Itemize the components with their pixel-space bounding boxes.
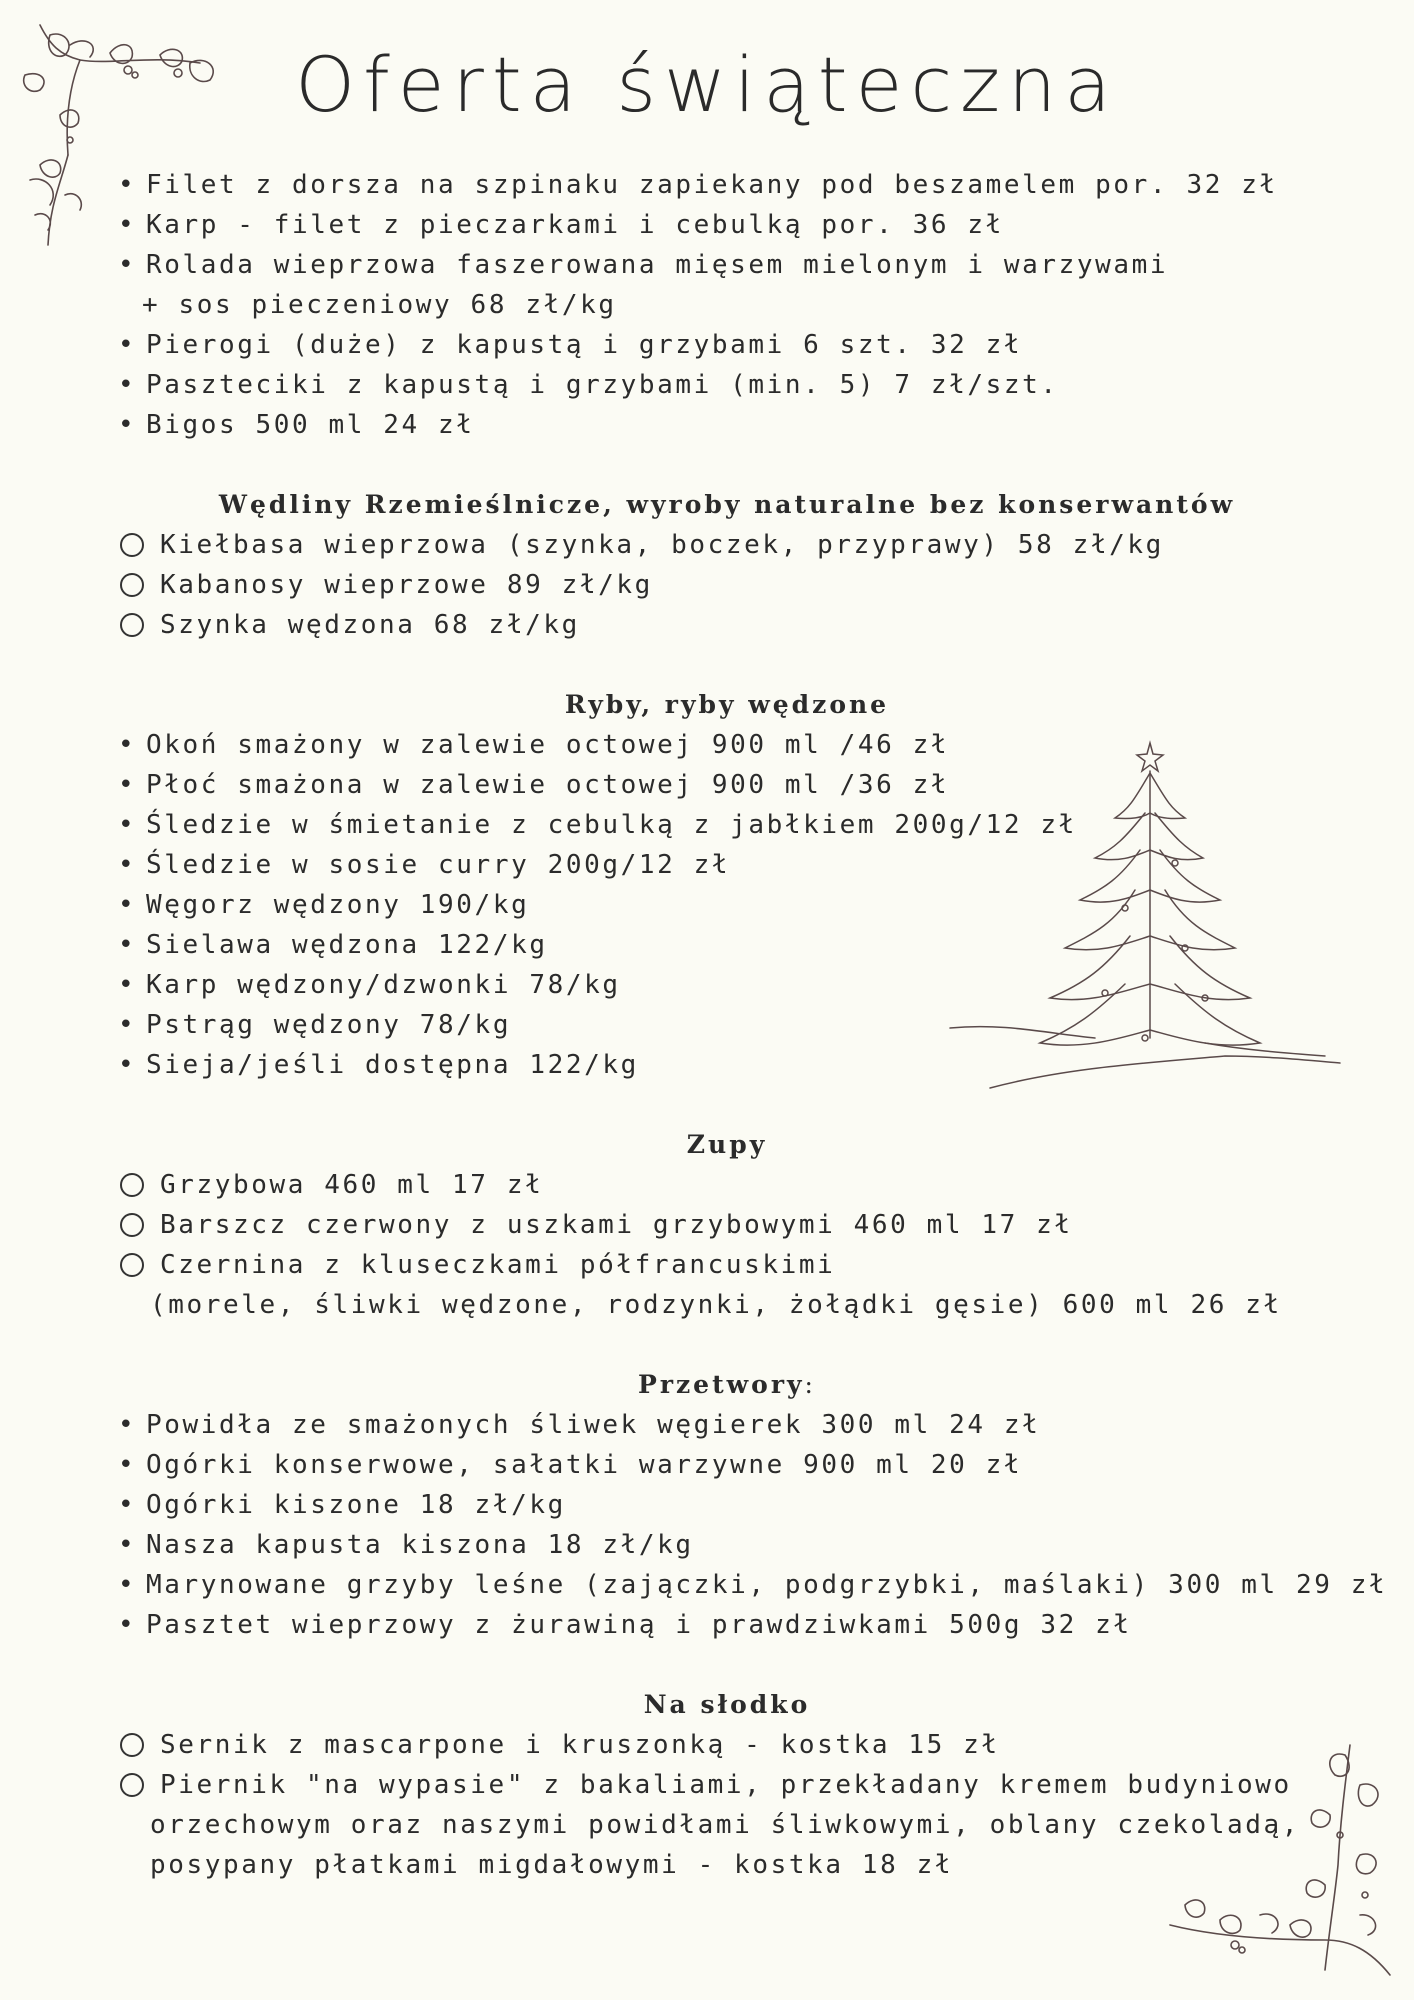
list-item: Piernik "na wypasie" z bakaliami, przekładany kremem budyniowo <box>112 1765 1342 1805</box>
list-item: Sernik z mascarpone i kruszonką - kostka 15 zł <box>112 1725 1342 1765</box>
bullet-icon: • <box>118 930 137 960</box>
bullet-icon: • <box>118 1010 137 1040</box>
bullet-icon: • <box>118 210 137 240</box>
list-item: • Pasztet wieprzowy z żurawiną i prawdziwkami 500g 32 zł <box>112 1605 1342 1645</box>
list-item: Szynka wędzona 68 zł/kg <box>112 605 1342 645</box>
bullet-icon: • <box>118 770 137 800</box>
list-item-continuation: posypany płatkami migdałowymi - kostka 18 zł <box>150 1850 954 1880</box>
bullet-icon: • <box>118 1570 137 1600</box>
list-item: Czernina z kluseczkami półfrancuskimi <box>112 1245 1342 1285</box>
circle-bullet-icon <box>120 1733 144 1757</box>
bullet-icon: • <box>118 850 137 880</box>
list-item: • Karp - filet z pieczarkami i cebulką por. 36 zł <box>112 205 1342 245</box>
bullet-icon: • <box>118 890 137 920</box>
bullet-icon: • <box>118 730 137 760</box>
bullet-icon: • <box>118 170 137 200</box>
list-item: • Sielawa wędzona 122/kg <box>112 925 1342 965</box>
bullet-icon: • <box>118 1410 137 1440</box>
section-heading-wedliny: Wędliny Rzemieślnicze, wyroby naturalne bez konserwantów <box>218 490 1236 519</box>
circle-bullet-icon <box>120 533 144 557</box>
list-item: • Ogórki kiszone 18 zł/kg <box>112 1485 1342 1525</box>
list-item: • Marynowane grzyby leśne (zajączki, podgrzybki, maślaki) 300 ml 29 zł <box>112 1565 1342 1605</box>
list-item: • Węgorz wędzony 190/kg <box>112 885 1342 925</box>
list-item: • Rolada wieprzowa faszerowana mięsem mielonym i warzywami <box>112 245 1342 285</box>
bullet-icon: • <box>118 370 137 400</box>
list-item: • Pstrąg wędzony 78/kg <box>112 1005 1342 1045</box>
list-item: • Filet z dorsza na szpinaku zapiekany pod beszamelem por. 32 zł <box>112 165 1342 205</box>
circle-bullet-icon <box>120 573 144 597</box>
circle-bullet-icon <box>120 1253 144 1277</box>
intro-list <box>112 165 1342 445</box>
bullet-icon: • <box>118 250 137 280</box>
list-item: Barszcz czerwony z uszkami grzybowymi 460 ml 17 zł <box>112 1205 1342 1245</box>
list-item: • Sieja/jeśli dostępna 122/kg <box>112 1045 1342 1085</box>
section-heading-ryby: Ryby, ryby wędzone <box>564 690 890 719</box>
bullet-icon: • <box>118 330 137 360</box>
list-item: • Śledzie w sosie curry 200g/12 zł <box>112 845 1342 885</box>
bullet-icon: • <box>118 410 137 440</box>
bullet-icon: • <box>118 1490 137 1520</box>
circle-bullet-icon <box>120 1213 144 1237</box>
list-item: Kabanosy wieprzowe 89 zł/kg <box>112 565 1342 605</box>
bullet-icon: • <box>118 810 137 840</box>
list-item: • Pierogi (duże) z kapustą i grzybami 6 szt. 32 zł <box>112 325 1342 365</box>
bullet-icon: • <box>118 970 137 1000</box>
list-item: Grzybowa 460 ml 17 zł <box>112 1165 1342 1205</box>
list-item: • Bigos 500 ml 24 zł <box>112 405 1342 445</box>
circle-bullet-icon <box>120 1173 144 1197</box>
bullet-icon: • <box>118 1050 137 1080</box>
bullet-icon: • <box>118 1530 137 1560</box>
page-title: Oferta świąteczna <box>295 40 1119 129</box>
list-item: • Powidła ze smażonych śliwek węgierek 300 ml 24 zł <box>112 1405 1342 1445</box>
list-item: • Okoń smażony w zalewie octowej 900 ml /46 zł <box>112 725 1342 765</box>
list-item: • Paszteciki z kapustą i grzybami (min. 5) 7 zł/szt. <box>112 365 1342 405</box>
list-item: • Nasza kapusta kiszona 18 zł/kg <box>112 1525 1342 1565</box>
list-item-continuation: (morele, śliwki wędzone, rodzynki, żołądki gęsie) 600 ml 26 zł <box>150 1290 1282 1320</box>
bullet-icon: • <box>118 1610 137 1640</box>
list-item-continuation: orzechowym oraz naszymi powidłami śliwkowymi, oblany czekoladą, <box>150 1810 1300 1840</box>
list-item: Kiełbasa wieprzowa (szynka, boczek, przyprawy) 58 zł/kg <box>112 525 1342 565</box>
list-item-continuation: + sos pieczeniowy 68 zł/kg <box>142 290 617 320</box>
section-heading-zupy: Zupy <box>686 1130 768 1159</box>
section-heading-przetwory: Przetwory: <box>638 1370 816 1399</box>
bullet-icon: • <box>118 1450 137 1480</box>
circle-bullet-icon <box>120 1773 144 1797</box>
list-item: • Ogórki konserwowe, sałatki warzywne 900 ml 20 zł <box>112 1445 1342 1485</box>
circle-bullet-icon <box>120 613 144 637</box>
section-heading-slodko: Na słodko <box>643 1690 811 1719</box>
list-item: • Karp wędzony/dzwonki 78/kg <box>112 965 1342 1005</box>
menu-content <box>112 165 1388 1885</box>
list-item: • Płoć smażona w zalewie octowej 900 ml /36 zł <box>112 765 1342 805</box>
list-item: • Śledzie w śmietanie z cebulką z jabłkiem 200g/12 zł <box>112 805 1342 845</box>
